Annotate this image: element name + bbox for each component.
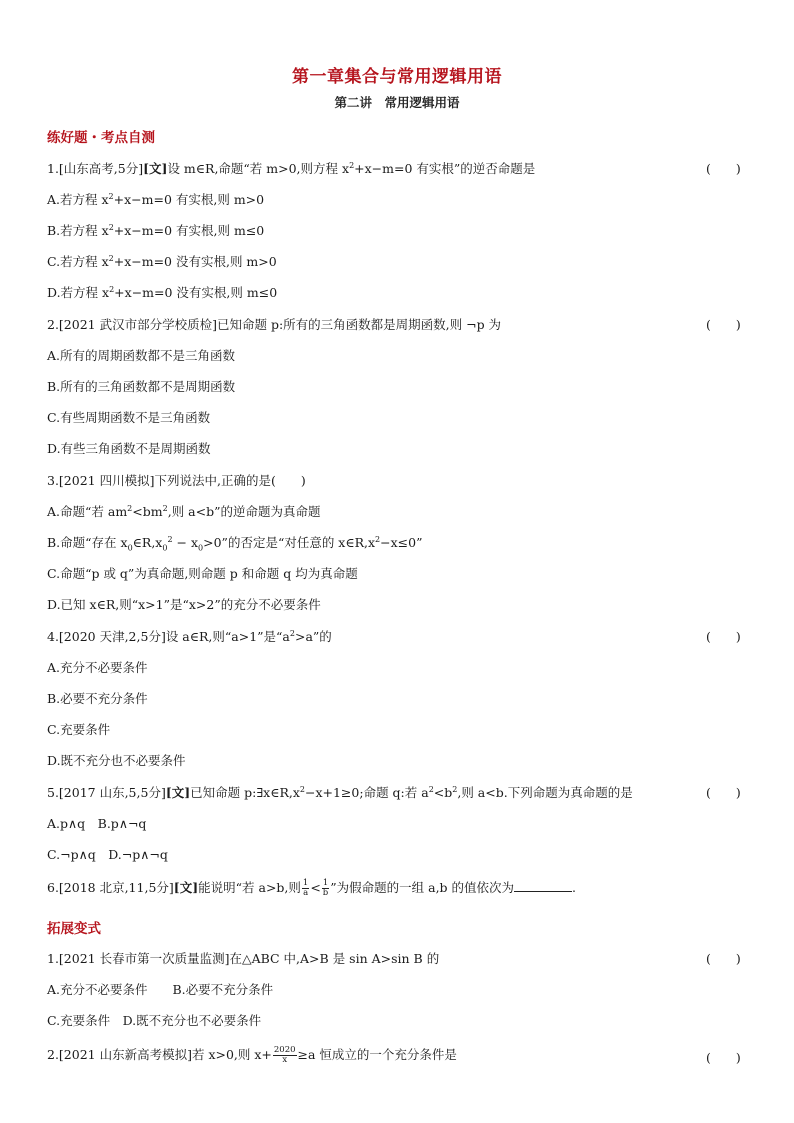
page-subtitle: 第二讲 常用逻辑用语 <box>334 95 460 110</box>
question-5-stem: 5.[2017 山东,5,5分][文]已知命题 $p:\exists x\in R,x^2-x+1\ge 0$;命题 q:若 $a^2<b^2$,则 a<b.下列命题为真命题的是 <box>47 784 633 800</box>
answer-paren-q4: ( ) <box>706 629 741 644</box>
fraction-1-over-b: $\frac{1}{b}$ <box>322 878 329 898</box>
fraction-1-over-a: $\frac{1}{a}$ <box>302 878 309 898</box>
question-1-stem: 1.[山东高考,5分][文]设 m∈R,命题“若 m>0,则方程 $x^2+x-m=0$ 有实根”的逆否命题是 <box>47 160 536 176</box>
answer-paren-e2: ( ) <box>706 1050 741 1065</box>
question-1-option-d[interactable]: D.若方程 $x^2+x-m=0$ 没有实根,则 m≤0 <box>47 284 278 300</box>
question-3-option-a[interactable]: A.命题“若 $am^2<bm^2$,则 a<b”的逆命题为真命题 <box>47 503 321 519</box>
question-1-tag: [文] <box>143 161 168 176</box>
question-3-stem: 3.[2021 四川模拟]下列说法中,正确的是( ) <box>47 473 306 488</box>
question-1-option-a[interactable]: A.若方程 $x^2+x-m=0$ 有实根,则 m>0 <box>47 191 265 207</box>
question-5-options-cd[interactable]: C.¬p∧q D.¬p∧¬q <box>47 847 168 862</box>
question-5-source: 5.[2017 山东,5,5分] <box>47 785 166 800</box>
question-1-option-b[interactable]: B.若方程 $x^2+x-m=0$ 有实根,则 m≤0 <box>47 222 265 238</box>
question-2-option-d[interactable]: D.有些三角函数不是周期函数 <box>47 441 211 456</box>
question-5-tag: [文] <box>165 785 191 800</box>
extension-1-options-ab[interactable]: A.充分不必要条件 B.必要不充分条件 <box>47 982 274 997</box>
question-6-tag: [文] <box>173 880 199 895</box>
extension-1-stem: 1.[2021 长春市第一次质量监测]在△ABC 中,A>B 是 sin A>sin B 的 <box>47 951 440 966</box>
fraction-2020-over-x: $\frac{2020}{x}$ <box>273 1045 296 1065</box>
section-heading-practice: 练好题・考点自测 <box>47 130 155 146</box>
extension-2-stem: 2.[2021 山东新高考模拟]若 x>0,则 x+ $\frac{2020}{x}$ ≥a 恒成立的一个充分条件是 <box>47 1045 457 1065</box>
question-3-option-c[interactable]: C.命题“p 或 q”为真命题,则命题 p 和命题 q 均为真命题 <box>47 566 358 581</box>
question-2-option-a[interactable]: A.所有的周期函数都不是三角函数 <box>47 348 236 363</box>
question-6-stem: 6.[2018 北京,11,5分][文]能说明“若 a>b,则 $\frac{1}{a}$ < $\frac{1}{b}$ ”为假命题的一组 a,b 的值依次为 . <box>47 878 576 898</box>
extension-1-options-cd[interactable]: C.充要条件 D.既不充分也不必要条件 <box>47 1013 262 1028</box>
question-2-stem: 2.[2021 武汉市部分学校质检]已知命题 p:所有的三角函数都是周期函数,则 ¬p 为 <box>47 317 502 332</box>
answer-blank-q6[interactable] <box>514 891 572 892</box>
question-4-option-c[interactable]: C.充要条件 <box>47 722 111 737</box>
question-2-option-c[interactable]: C.有些周期函数不是三角函数 <box>47 410 211 425</box>
answer-paren-q2: ( ) <box>706 317 741 332</box>
question-4-option-b[interactable]: B.必要不充分条件 <box>47 691 148 706</box>
answer-paren-q5: ( ) <box>706 785 741 800</box>
question-1-source: 1.[山东高考,5分] <box>47 161 144 176</box>
section-heading-extension: 拓展变式 <box>47 921 101 937</box>
question-3-option-b[interactable]: B.命题“存在 $x_0\in R,x_0^2 - x_0>0$”的否定是“对任意的 $x\in R,x^2-x\le 0$” <box>47 534 423 553</box>
question-3-option-d[interactable]: D.已知 x∈R,则“x>1”是“x>2”的充分不必要条件 <box>47 597 321 612</box>
answer-paren-q1: ( ) <box>706 161 741 176</box>
question-4-option-d[interactable]: D.既不充分也不必要条件 <box>47 753 186 768</box>
question-5-options-ab[interactable]: A.p∧q B.p∧¬q <box>47 816 147 831</box>
question-2-option-b[interactable]: B.所有的三角函数都不是周期函数 <box>47 379 236 394</box>
page-title: 第一章集合与常用逻辑用语 <box>292 67 502 87</box>
question-6-source: 6.[2018 北京,11,5分] <box>47 880 174 895</box>
question-1-option-c[interactable]: C.若方程 $x^2+x-m=0$ 没有实根,则 m>0 <box>47 253 277 269</box>
question-4-stem: 4.[2020 天津,2,5分]设 a∈R,则“a>1”是“$a^2>a$”的 <box>47 628 332 644</box>
answer-paren-e1: ( ) <box>706 951 741 966</box>
question-4-option-a[interactable]: A.充分不必要条件 <box>47 660 148 675</box>
